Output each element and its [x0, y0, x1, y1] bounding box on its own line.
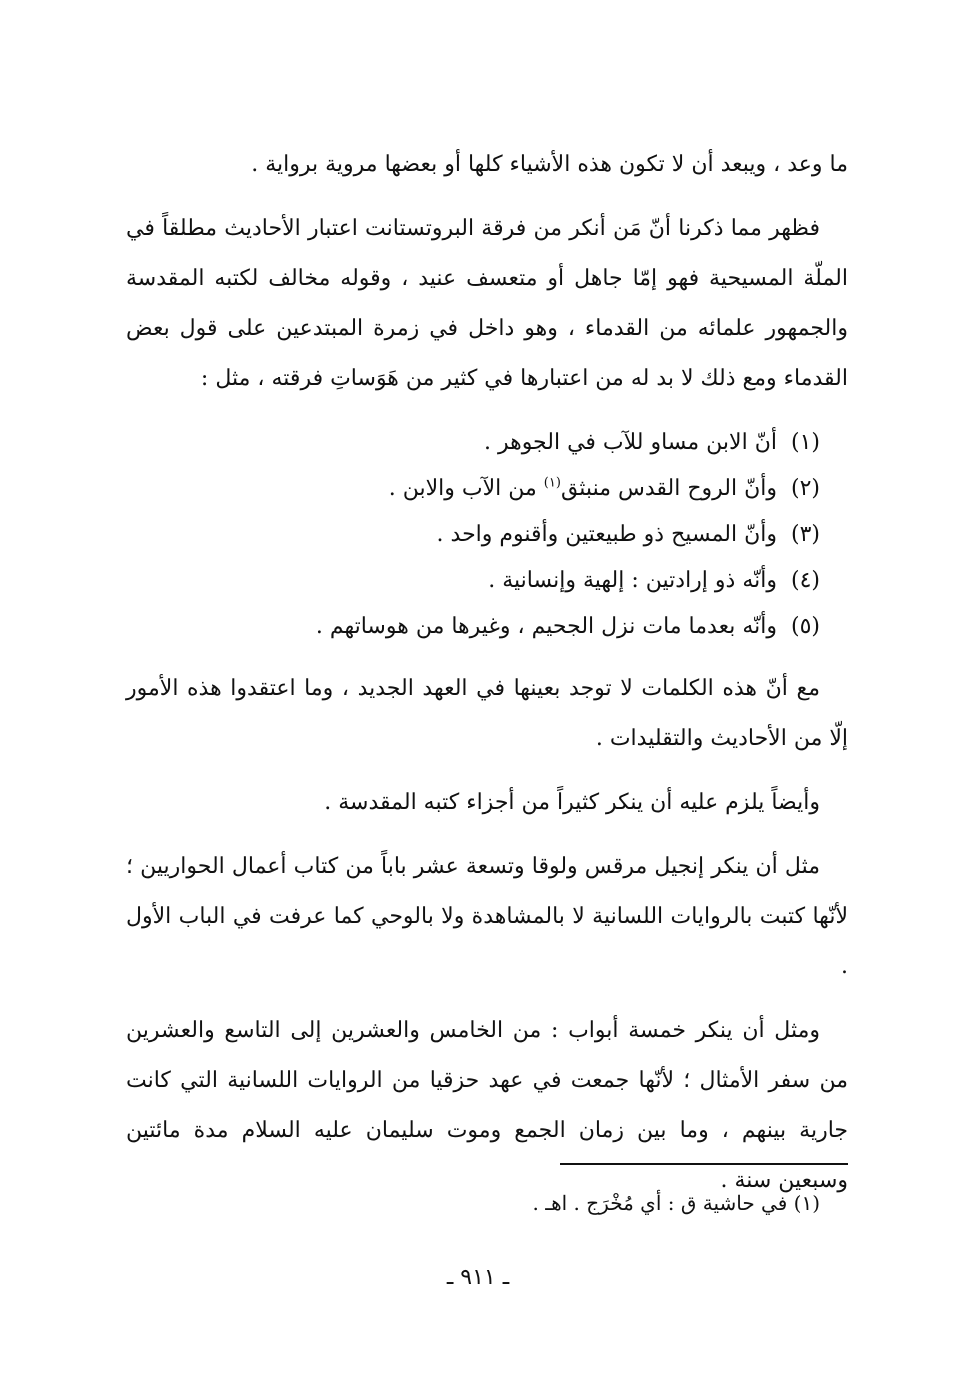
paragraph-3: مع أنّ هذه الكلمات لا توجد بعينها في العهد الجديد ، وما اعتقدوا هذه الأمور إلّا من الأحاديث والتقليدات .	[126, 676, 848, 751]
list-item	[126, 604, 848, 650]
list-item-text: وأنّ المسيح ذو طبيعتين وأقنوم واحد .	[436, 522, 777, 547]
footnote-divider	[560, 1163, 848, 1165]
list-item-text: وأنّه ذو إرادتين : إلهية وإنسانية .	[488, 568, 777, 593]
list-item-text: وأنّ الروح القدس منبثق	[560, 476, 777, 501]
page-number: ـ ٩١١ ـ	[446, 1265, 510, 1290]
list-item-text: أنّ الابن مساو للآب في الجوهر .	[483, 430, 777, 455]
footnote-reference: (١)	[543, 475, 561, 491]
footnote: (١) في حاشية ق : أي مُخْرَج . اهـ .	[532, 1191, 820, 1215]
list-item-number: (٣)	[790, 522, 820, 547]
paragraph-4: وأيضاً يلزم عليه أن ينكر كثيراً من أجزاء كتبه المقدسة .	[324, 790, 820, 815]
list-item	[126, 512, 848, 558]
doctrine-list	[126, 420, 848, 650]
list-item-number: (٤)	[790, 568, 820, 593]
paragraph-1: ما وعد ، ويبعد أن لا تكون هذه الأشياء كلها أو بعضها مروية برواية .	[251, 152, 848, 177]
list-item	[126, 466, 848, 512]
list-item	[126, 420, 848, 466]
list-item-number: (١)	[790, 430, 820, 455]
paragraph-5: مثل أن ينكر إنجيل مرقس ولوقا وتسعة عشر باباً من كتاب أعمال الحواريين ؛ لأنّها كتبت بالروايات اللسانية لا بالمشاهدة ولا بالوحي كما عرفت في الباب الأول .	[126, 854, 848, 979]
list-item-number: (٢)	[790, 476, 820, 501]
paragraph-2: فظهر مما ذكرنا أنّ مَن أنكر من فرقة البروتستانت اعتبار الأحاديث مطلقاً في الملّة المسيحية فهو إمّا جاهل أو متعسف عنيد ، وقوله مخالف لكتبه المقدسة والجمهور علمائه من القدماء ، وهو داخل في زمرة المبتدعين على قول بعض القدماء ومع ذلك لا بد له من اعتبارها في كثير من هَوَساتِ فرقته ، مثل :	[126, 216, 848, 391]
list-item-text-continued: من الآب والابن .	[388, 476, 544, 501]
list-item-text: وأنّه بعدما مات نزل الجحيم ، وغيرها من هوساتهم .	[315, 614, 777, 639]
main-text	[126, 140, 848, 1206]
list-item	[126, 558, 848, 604]
list-item-number: (٥)	[790, 614, 820, 639]
paragraph-6: ومثل أن ينكر خمسة أبواب : من الخامس والعشرين إلى التاسع والعشرين من سفر الأمثال ؛ لأنّها جمعت في عهد حزقيا من الروايات اللسانية التي كانت جارية بينهم ، وما بين زمان الجمع وموت سليمان عليه السلام مدة مائتين وسبعين سنة .	[126, 1018, 848, 1193]
